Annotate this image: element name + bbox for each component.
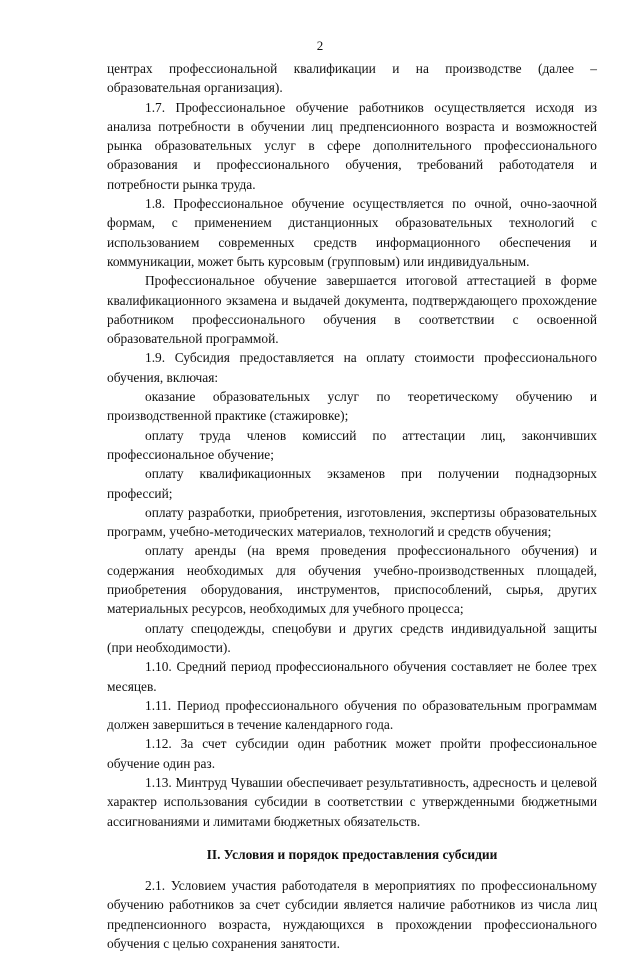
- list-item-commission-pay: оплату труда членов комиссий по аттестации лиц, закончивших профессиональное обучение;: [107, 427, 597, 462]
- paragraph-1-10: 1.10. Средний период профессионального обучения составляет не более трех месяцев.: [107, 659, 597, 694]
- paragraph-1-13: 1.13. Минтруд Чувашии обеспечивает результативность, адресность и целевой характер использования субсидии в соответствии с утвержденными бюджетными ассигнованиями и лимитами бюджетных обязательств.: [107, 774, 597, 829]
- list-item-program-development: оплату разработки, приобретения, изготовления, экспертизы образовательных программ, учебно-методических материалов, технологий и средств обучения;: [107, 504, 597, 540]
- paragraph-final-attestation: Профессиональное обучение завершается итоговой аттестацией в форме квалификационного экзамена и выдачей документа, подтверждающего прохождение работником профессионального обучения в соответствии с освоенной образовательной программой.: [107, 273, 597, 347]
- paragraph-1-9: 1.9. Субсидия предоставляется на оплату стоимости профессионального обучения, включая:: [107, 350, 597, 385]
- paragraph-continuation: центрах профессиональной квалификации и на производстве (далее – образовательная организация).: [107, 61, 597, 96]
- list-item-educational-services: оказание образовательных услуг по теоретическому обучению и производственной практике (стажировке);: [107, 389, 597, 424]
- paragraph-1-11: 1.11. Период профессионального обучения по образовательным программам должен завершиться в течение календарного года.: [107, 697, 597, 733]
- paragraph-1-7: 1.7. Профессиональное обучение работников осуществляется исходя из анализа потребности в обучении лиц предпенсионного возраста и возможностей рынка образовательных услуг в сфере дополнительного профессионального образования и профессионального обучения, требований работодателя и потребности рынка труда.: [107, 99, 597, 192]
- paragraph-1-8: 1.8. Профессиональное обучение осуществляется по очной, очно-заочной формам, с применением дистанционных образовательных технологий с использованием современных средств информационного обеспечения и коммуникации, может быть курсовым (групповым) или индивидуальным.: [107, 196, 597, 269]
- section-title: II. Условия и порядок предоставления субсидии: [206, 846, 498, 862]
- list-item-rent: оплату аренды (на время проведения профессионального обучения) и содержания необходимых для обучения учебно-производственных площадей, приобретения оборудования, инструментов, приспособлений, сырья, других материальных ресурсов, необходимых для учебного процесса;: [107, 543, 597, 617]
- list-item-workwear: оплату спецодежды, спецобуви и других средств индивидуальной защиты (при необходимости).: [107, 620, 597, 655]
- document-body: [107, 59, 597, 953]
- list-item-qualification-exams: оплату квалификационных экзаменов при получении поднадзорных профессий;: [107, 466, 597, 501]
- paragraph-1-12: 1.12. За счет субсидии один работник может пройти профессиональное обучение один раз.: [107, 736, 597, 771]
- page-number: 2: [316, 38, 324, 53]
- paragraph-2-1: 2.1. Условием участия работодателя в мероприятиях по профессиональному обучению работников за счет субсидии является наличие работников из числа лиц предпенсионного возраста, нуждающихся в прохождении профессионального обучения с целью сохранения занятости.: [107, 878, 597, 952]
